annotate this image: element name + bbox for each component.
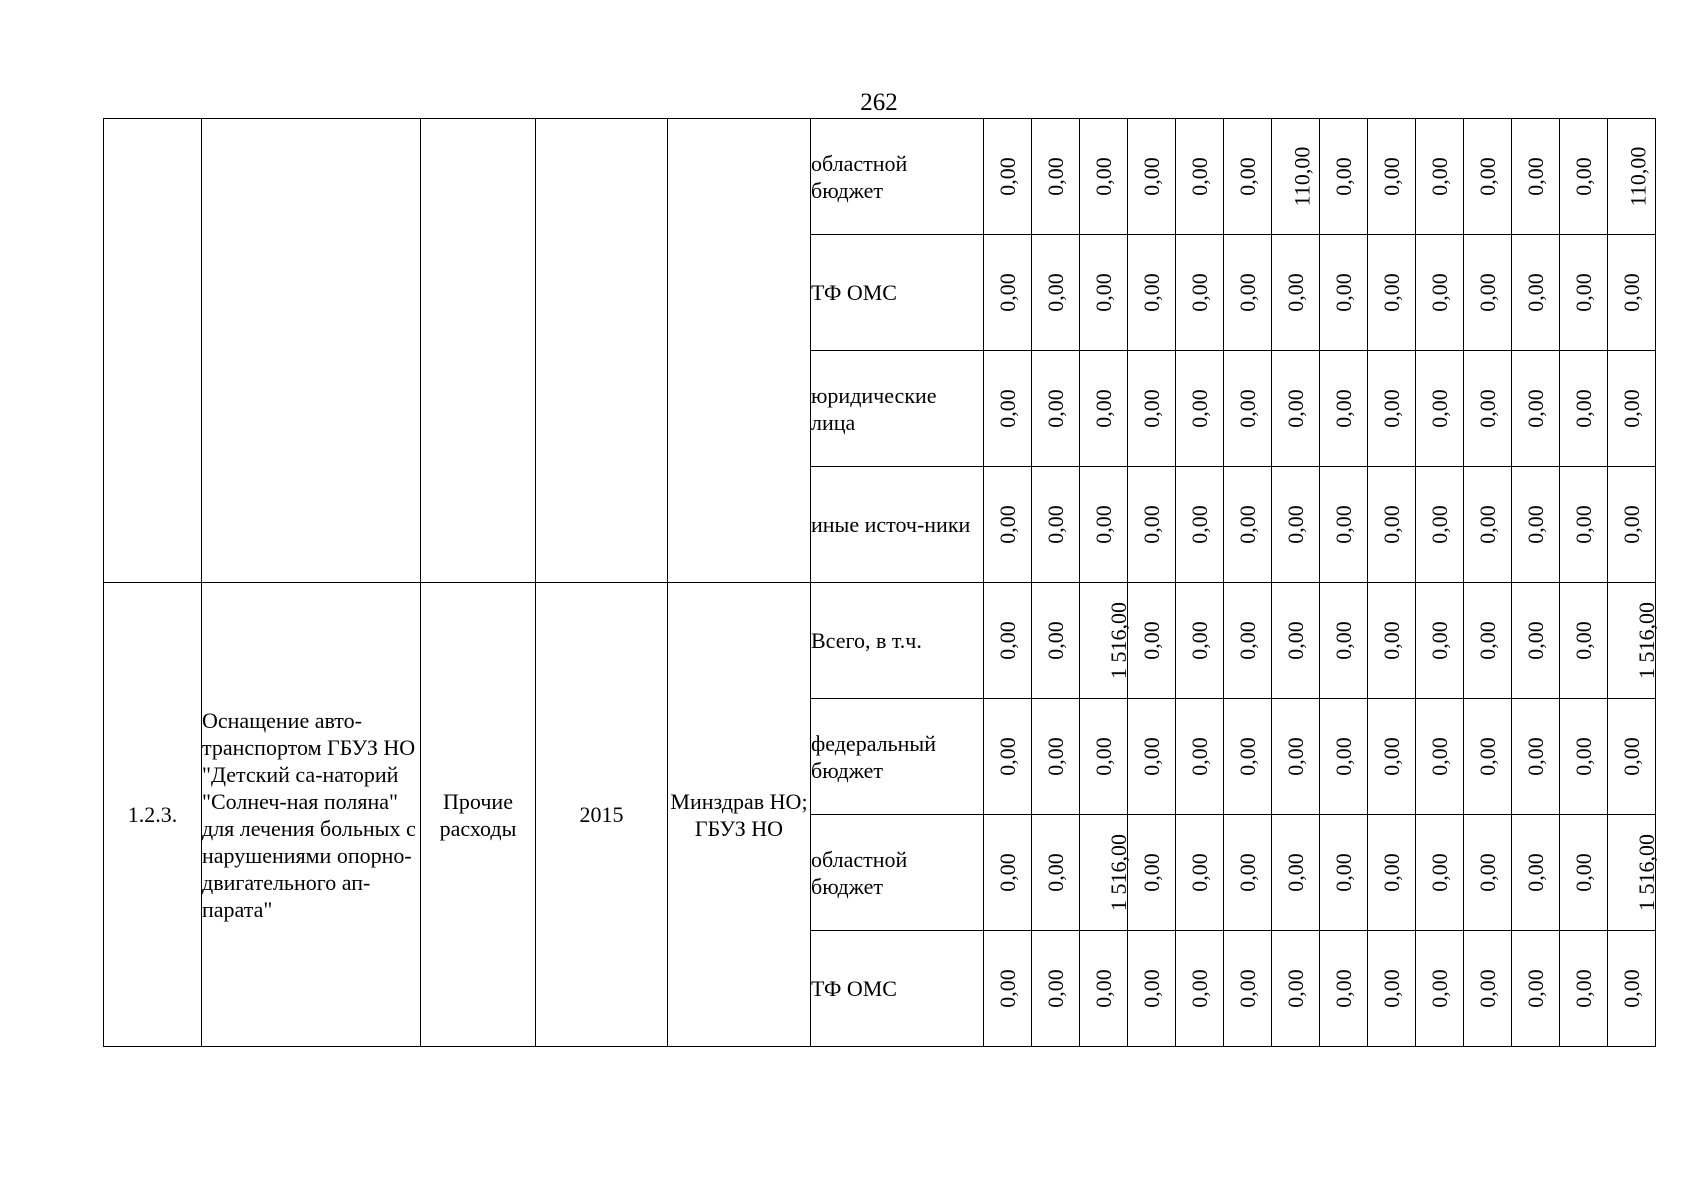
value-cell <box>1080 351 1128 467</box>
value-cell <box>1224 467 1272 583</box>
source-cell: ТФ ОМС <box>811 235 984 351</box>
value-text: 0,00 <box>995 157 1020 196</box>
value-cell <box>1608 351 1656 467</box>
value-cell <box>1560 119 1608 235</box>
value-cell <box>1416 467 1464 583</box>
value-cell <box>1512 119 1560 235</box>
value-text: 0,00 <box>1379 969 1404 1008</box>
value-text: 0,00 <box>1235 737 1260 776</box>
value-text: 0,00 <box>1091 389 1116 428</box>
value-cell <box>1416 931 1464 1047</box>
value-cell <box>1368 815 1416 931</box>
value-text: 0,00 <box>1427 505 1452 544</box>
value-text: 0,00 <box>1379 389 1404 428</box>
value-cell <box>1032 583 1080 699</box>
value-cell <box>1608 699 1656 815</box>
value-text: 0,00 <box>1235 273 1260 312</box>
value-cell <box>1608 235 1656 351</box>
value-cell <box>1560 583 1608 699</box>
value-text: 0,00 <box>1379 157 1404 196</box>
value-text: 0,00 <box>1619 389 1644 428</box>
value-cell <box>1032 235 1080 351</box>
value-text: 0,00 <box>995 853 1020 892</box>
value-text: 0,00 <box>1139 157 1164 196</box>
value-text: 0,00 <box>995 737 1020 776</box>
value-text: 1 516,00 <box>1634 834 1659 911</box>
value-text: 0,00 <box>1235 969 1260 1008</box>
source-cell: федеральный бюджет <box>811 699 984 815</box>
expense-type: Прочие расходы <box>421 583 536 1047</box>
value-text: 0,00 <box>1043 157 1068 196</box>
value-text: 0,00 <box>1139 737 1164 776</box>
value-text: 1 516,00 <box>1106 834 1131 911</box>
value-text: 0,00 <box>1619 273 1644 312</box>
value-cell <box>1320 931 1368 1047</box>
value-text: 0,00 <box>1187 621 1212 660</box>
value-text: 0,00 <box>1475 505 1500 544</box>
value-cell <box>1416 351 1464 467</box>
value-cell <box>1272 931 1320 1047</box>
value-cell <box>1032 815 1080 931</box>
item-executor: Минздрав НО; ГБУЗ НО <box>668 583 811 1047</box>
value-text: 0,00 <box>1379 273 1404 312</box>
value-text: 0,00 <box>1043 853 1068 892</box>
value-text: 0,00 <box>1379 621 1404 660</box>
value-cell <box>1224 351 1272 467</box>
value-text: 0,00 <box>1475 621 1500 660</box>
value-cell <box>984 583 1032 699</box>
value-text: 0,00 <box>1379 737 1404 776</box>
value-cell <box>1464 815 1512 931</box>
value-text: 0,00 <box>1571 389 1596 428</box>
value-text: 0,00 <box>1235 505 1260 544</box>
value-cell <box>1080 931 1128 1047</box>
value-text: 0,00 <box>1523 157 1548 196</box>
value-cell <box>1272 351 1320 467</box>
value-text: 0,00 <box>1187 853 1212 892</box>
value-cell <box>1080 815 1131 931</box>
value-text: 0,00 <box>1571 273 1596 312</box>
value-cell <box>1176 235 1224 351</box>
value-text: 0,00 <box>1427 621 1452 660</box>
funding-table <box>103 118 1659 1047</box>
value-cell <box>1512 351 1560 467</box>
value-text: 0,00 <box>1619 969 1644 1008</box>
value-text: 0,00 <box>1187 389 1212 428</box>
value-cell <box>1032 119 1080 235</box>
value-text: 0,00 <box>1427 737 1452 776</box>
value-cell <box>1176 467 1224 583</box>
value-text: 0,00 <box>1187 505 1212 544</box>
page-number: 262 <box>860 89 898 116</box>
value-text: 0,00 <box>1571 505 1596 544</box>
value-text: 0,00 <box>1043 969 1068 1008</box>
value-text: 0,00 <box>1523 969 1548 1008</box>
value-cell <box>1416 119 1464 235</box>
value-text: 0,00 <box>1043 389 1068 428</box>
value-cell <box>1512 583 1560 699</box>
value-cell <box>1128 931 1176 1047</box>
value-cell <box>1032 351 1080 467</box>
value-text: 0,00 <box>1043 621 1068 660</box>
value-text: 0,00 <box>1475 157 1500 196</box>
value-cell <box>1128 699 1176 815</box>
value-text: 0,00 <box>995 621 1020 660</box>
value-cell <box>1368 351 1416 467</box>
value-text: 0,00 <box>1475 273 1500 312</box>
value-cell <box>1608 467 1656 583</box>
empty-merged-cell <box>421 119 536 583</box>
empty-merged-cell <box>104 119 202 583</box>
value-text: 0,00 <box>1523 273 1548 312</box>
value-cell <box>984 699 1032 815</box>
value-text: 0,00 <box>1523 853 1548 892</box>
value-cell <box>1464 235 1512 351</box>
value-cell <box>1032 467 1080 583</box>
value-cell <box>1608 119 1656 235</box>
value-text: 110,00 <box>1289 146 1315 207</box>
value-text: 0,00 <box>1187 157 1212 196</box>
value-text: 0,00 <box>1475 969 1500 1008</box>
value-text: 0,00 <box>1427 157 1452 196</box>
value-text: 0,00 <box>1427 389 1452 428</box>
value-cell <box>1272 583 1320 699</box>
table-row <box>104 583 1656 699</box>
value-cell <box>984 351 1032 467</box>
value-text: 0,00 <box>1475 389 1500 428</box>
value-cell <box>1560 699 1608 815</box>
value-text: 0,00 <box>1331 737 1356 776</box>
value-text: 0,00 <box>1235 389 1260 428</box>
value-cell <box>1176 699 1224 815</box>
value-text: 0,00 <box>1283 853 1308 892</box>
value-text: 0,00 <box>1379 505 1404 544</box>
value-text: 0,00 <box>1187 273 1212 312</box>
value-text: 0,00 <box>1331 157 1356 196</box>
value-cell <box>1272 235 1320 351</box>
value-cell <box>1320 815 1368 931</box>
value-cell <box>1464 119 1512 235</box>
value-cell <box>1224 699 1272 815</box>
value-cell <box>1416 815 1464 931</box>
value-cell <box>1272 119 1320 235</box>
value-cell <box>1608 583 1659 699</box>
value-text: 0,00 <box>1091 969 1116 1008</box>
value-text: 0,00 <box>1091 737 1116 776</box>
value-cell <box>1368 235 1416 351</box>
value-text: 0,00 <box>1331 969 1356 1008</box>
value-cell <box>1416 583 1464 699</box>
value-cell <box>1176 119 1224 235</box>
value-cell <box>984 119 1032 235</box>
value-cell <box>1080 235 1128 351</box>
value-cell <box>1464 931 1512 1047</box>
value-text: 0,00 <box>1475 853 1500 892</box>
value-text: 0,00 <box>1139 621 1164 660</box>
value-text: 0,00 <box>995 273 1020 312</box>
value-text: 0,00 <box>1187 737 1212 776</box>
value-text: 0,00 <box>1139 505 1164 544</box>
value-cell <box>1080 699 1128 815</box>
source-cell: областной бюджет <box>811 815 984 931</box>
value-text: 0,00 <box>995 505 1020 544</box>
value-text: 0,00 <box>1139 273 1164 312</box>
value-text: 0,00 <box>1379 853 1404 892</box>
value-cell <box>1608 931 1656 1047</box>
value-cell <box>1128 351 1176 467</box>
value-cell <box>1272 699 1320 815</box>
value-text: 1 516,00 <box>1634 602 1659 679</box>
value-cell <box>1464 583 1512 699</box>
value-text: 0,00 <box>1283 505 1308 544</box>
value-text: 0,00 <box>1571 853 1596 892</box>
source-cell: иные источ-ники <box>811 467 984 583</box>
source-cell: Всего, в т.ч. <box>811 583 984 699</box>
value-cell <box>984 931 1032 1047</box>
value-cell <box>1608 815 1659 931</box>
value-text: 0,00 <box>1571 621 1596 660</box>
value-text: 0,00 <box>1283 621 1308 660</box>
value-cell <box>1224 583 1272 699</box>
source-cell: ТФ ОМС <box>811 931 984 1047</box>
value-text: 0,00 <box>1091 157 1116 196</box>
value-text: 0,00 <box>1331 505 1356 544</box>
empty-merged-cell <box>536 119 668 583</box>
value-text: 0,00 <box>1139 853 1164 892</box>
value-cell <box>1560 815 1608 931</box>
value-cell <box>1560 351 1608 467</box>
value-text: 0,00 <box>1331 621 1356 660</box>
value-cell <box>1560 931 1608 1047</box>
value-cell <box>1128 815 1176 931</box>
value-text: 0,00 <box>1283 273 1308 312</box>
value-cell <box>1320 235 1368 351</box>
item-year: 2015 <box>536 583 668 1047</box>
value-text: 0,00 <box>1523 737 1548 776</box>
value-cell <box>1368 583 1416 699</box>
value-text: 0,00 <box>1091 505 1116 544</box>
value-text: 0,00 <box>1331 389 1356 428</box>
value-cell <box>1512 467 1560 583</box>
empty-merged-cell <box>202 119 421 583</box>
value-text: 0,00 <box>1235 621 1260 660</box>
value-text: 0,00 <box>1139 969 1164 1008</box>
value-text: 0,00 <box>995 969 1020 1008</box>
value-text: 110,00 <box>1625 146 1651 207</box>
value-text: 0,00 <box>1331 273 1356 312</box>
value-cell <box>1032 699 1080 815</box>
value-text: 0,00 <box>1427 273 1452 312</box>
value-cell <box>984 815 1032 931</box>
value-text: 0,00 <box>1235 853 1260 892</box>
value-cell <box>1416 235 1464 351</box>
value-cell <box>1272 467 1320 583</box>
value-text: 0,00 <box>1331 853 1356 892</box>
value-cell <box>1080 583 1131 699</box>
item-name: Оснащение авто-транспортом ГБУЗ НО "Детский са-наторий "Солнеч-ная поляна" для лечения больных с нарушениями опорно-двигательного ап-парата" <box>202 583 421 1047</box>
value-text: 0,00 <box>1091 273 1116 312</box>
source-cell: областной бюджет <box>811 119 984 235</box>
value-cell <box>1320 351 1368 467</box>
value-text: 0,00 <box>1427 853 1452 892</box>
value-text: 0,00 <box>1523 389 1548 428</box>
value-cell <box>1128 467 1176 583</box>
value-text: 0,00 <box>1571 737 1596 776</box>
value-cell <box>1080 467 1128 583</box>
source-cell: юридические лица <box>811 351 984 467</box>
value-cell <box>1512 699 1560 815</box>
value-cell <box>984 467 1032 583</box>
value-cell <box>1128 119 1176 235</box>
value-text: 0,00 <box>1523 505 1548 544</box>
table-body <box>104 119 1659 1047</box>
value-text: 0,00 <box>1475 737 1500 776</box>
value-cell <box>1368 931 1416 1047</box>
value-text: 0,00 <box>1043 505 1068 544</box>
value-text: 0,00 <box>1187 969 1212 1008</box>
value-cell <box>1464 699 1512 815</box>
value-text: 0,00 <box>1283 737 1308 776</box>
value-cell <box>1512 815 1560 931</box>
value-cell <box>1320 699 1368 815</box>
value-cell <box>1368 467 1416 583</box>
value-cell <box>1224 235 1272 351</box>
value-text: 0,00 <box>1619 737 1644 776</box>
value-cell <box>1224 815 1272 931</box>
value-cell <box>1272 815 1320 931</box>
value-cell <box>1320 119 1368 235</box>
value-text: 0,00 <box>1427 969 1452 1008</box>
value-cell <box>1176 583 1224 699</box>
value-text: 0,00 <box>1571 969 1596 1008</box>
value-text: 0,00 <box>1043 273 1068 312</box>
empty-merged-cell <box>668 119 811 583</box>
value-text: 0,00 <box>1523 621 1548 660</box>
value-cell <box>1464 351 1512 467</box>
value-text: 0,00 <box>1139 389 1164 428</box>
item-code: 1.2.3. <box>104 583 202 1047</box>
value-cell <box>1176 351 1224 467</box>
value-cell <box>1560 235 1608 351</box>
value-cell <box>1224 119 1272 235</box>
value-cell <box>984 235 1032 351</box>
table-row <box>104 119 1656 235</box>
value-cell <box>1464 467 1512 583</box>
value-cell <box>1416 699 1464 815</box>
value-cell <box>1512 235 1560 351</box>
value-cell <box>1320 583 1368 699</box>
value-text: 0,00 <box>1043 737 1068 776</box>
value-cell <box>1368 699 1416 815</box>
value-text: 0,00 <box>1283 969 1308 1008</box>
value-text: 0,00 <box>1283 389 1308 428</box>
value-cell <box>1080 119 1128 235</box>
value-text: 1 516,00 <box>1106 602 1131 679</box>
value-cell <box>1368 119 1416 235</box>
value-cell <box>1176 931 1224 1047</box>
value-cell <box>1128 235 1176 351</box>
value-cell <box>1128 583 1176 699</box>
value-text: 0,00 <box>1235 157 1260 196</box>
value-cell <box>1320 467 1368 583</box>
value-text: 0,00 <box>1619 505 1644 544</box>
value-text: 0,00 <box>995 389 1020 428</box>
value-text: 0,00 <box>1571 157 1596 196</box>
value-cell <box>1512 931 1560 1047</box>
value-cell <box>1032 931 1080 1047</box>
value-cell <box>1176 815 1224 931</box>
value-cell <box>1224 931 1272 1047</box>
value-cell <box>1560 467 1608 583</box>
